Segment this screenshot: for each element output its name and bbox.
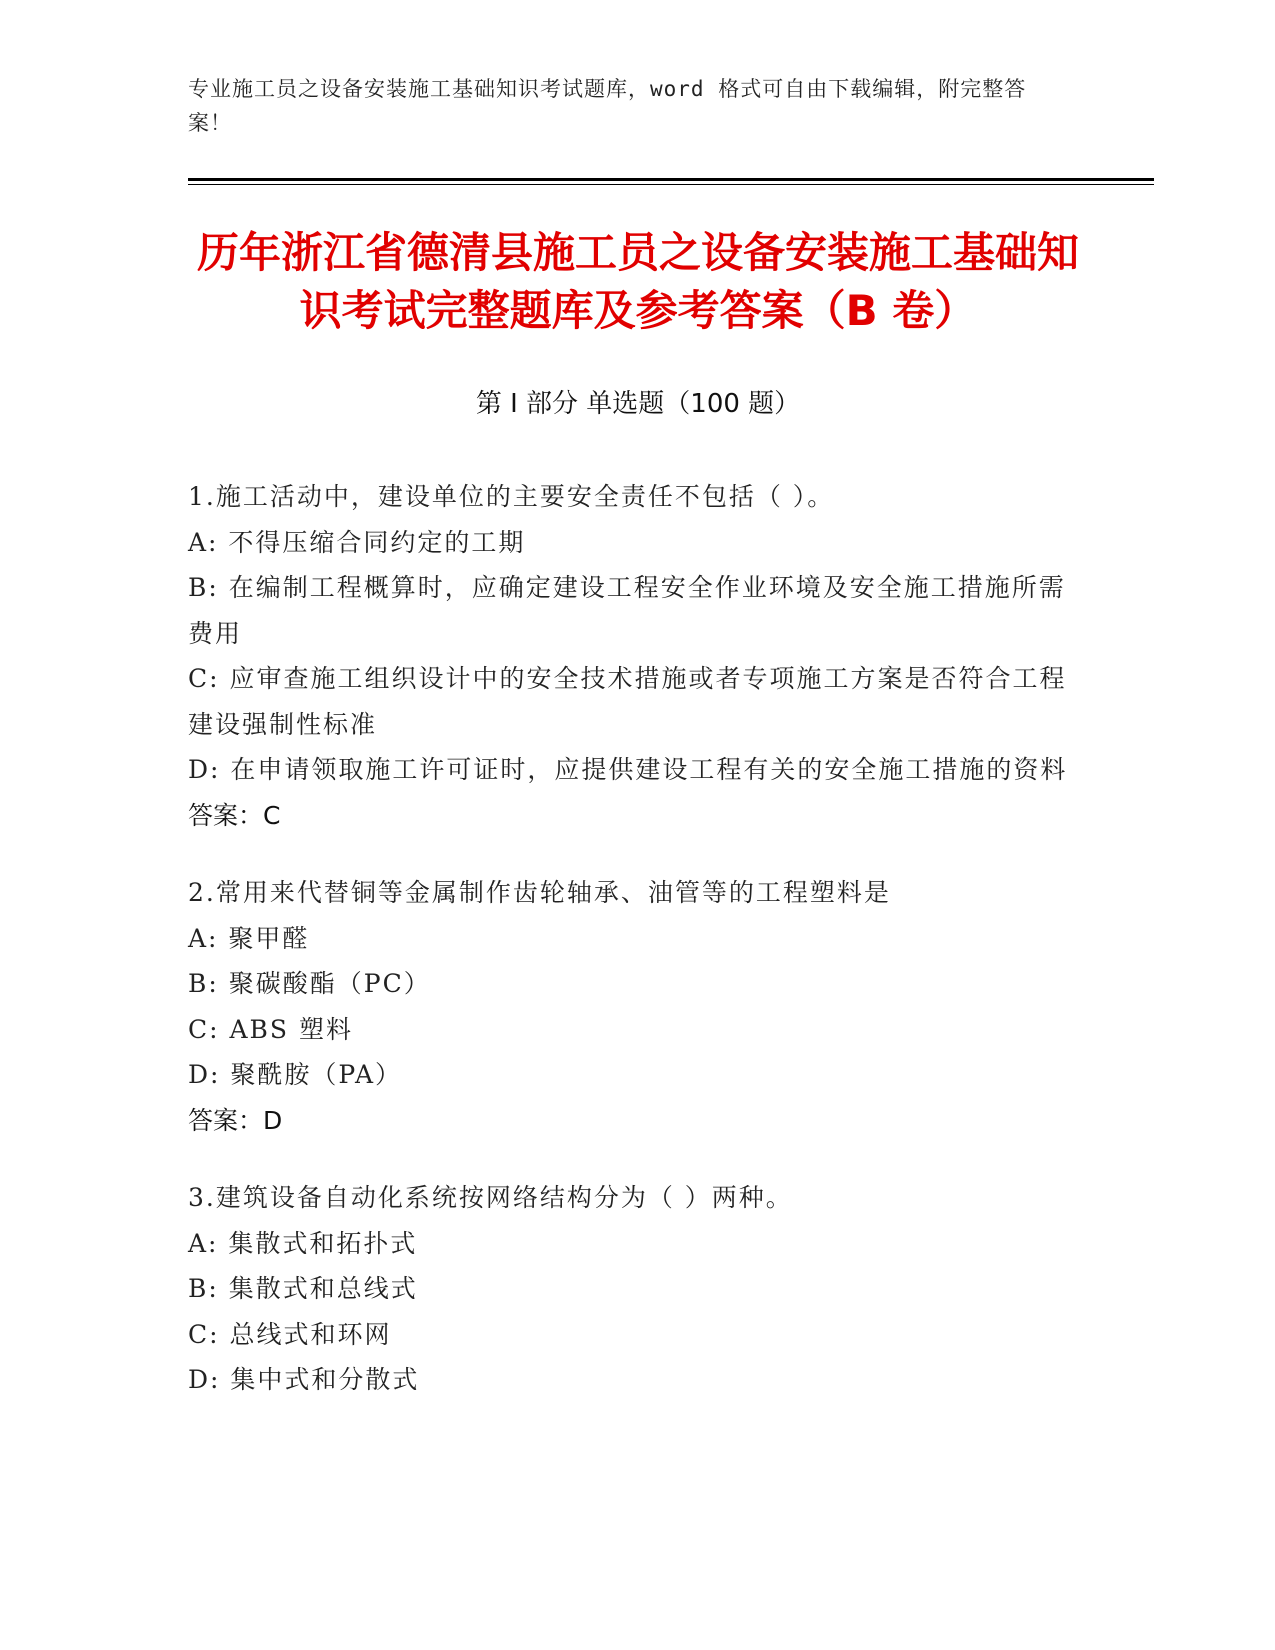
option-c: C: 总线式和环网 <box>188 1319 392 1349</box>
question-stem: 2.常用来代替铜等金属制作齿轮轴承、油管等的工程塑料是 <box>188 878 891 907</box>
answer: 答案：D <box>188 1105 283 1135</box>
document-title: 历年浙江省德清县施工员之设备安装施工基础知识考试完整题库及参考答案（B 卷） <box>196 228 1079 335</box>
answer: 答案：C <box>188 800 281 830</box>
option-b: B: 集散式和总线式 <box>188 1274 418 1303</box>
option-b: B: 聚碳酸酯（PC） <box>188 969 431 998</box>
option-b: B: 在编制工程概算时，应确定建设工程安全作业环境及安全施工措施所需费用 <box>188 573 1066 648</box>
question-2 <box>188 870 1088 1143</box>
question-3 <box>188 1175 1088 1403</box>
option-a: A: 聚甲醛 <box>188 923 310 953</box>
option-d: D: 在申请领取施工许可证时，应提供建设工程有关的安全施工措施的资料 <box>188 755 1068 784</box>
header-rule-thick <box>188 178 1154 181</box>
option-c: C: 应审查施工组织设计中的安全技术措施或者专项施工方案是否符合工程建设强制性标准 <box>188 664 1067 739</box>
section-title: 第 I 部分 单选题（100 题） <box>475 389 801 419</box>
option-a: A: 集散式和拓扑式 <box>188 1228 418 1258</box>
header-note: 专业施工员之设备安装施工基础知识考试题库，word 格式可自由下载编辑，附完整答案！ <box>188 77 1027 135</box>
question-1 <box>188 474 1088 838</box>
question-stem: 3.建筑设备自动化系统按网络结构分为（ ）两种。 <box>188 1183 793 1212</box>
option-d: D: 聚酰胺（PA） <box>188 1060 402 1089</box>
question-list <box>188 474 1088 1435</box>
option-c: C: ABS 塑料 <box>188 1014 353 1044</box>
option-a: A: 不得压缩合同约定的工期 <box>188 527 526 557</box>
option-d: D: 集中式和分散式 <box>188 1365 420 1394</box>
question-stem: 1.施工活动中，建设单位的主要安全责任不包括（ ）。 <box>188 482 835 511</box>
header-rule-thin <box>188 184 1154 185</box>
